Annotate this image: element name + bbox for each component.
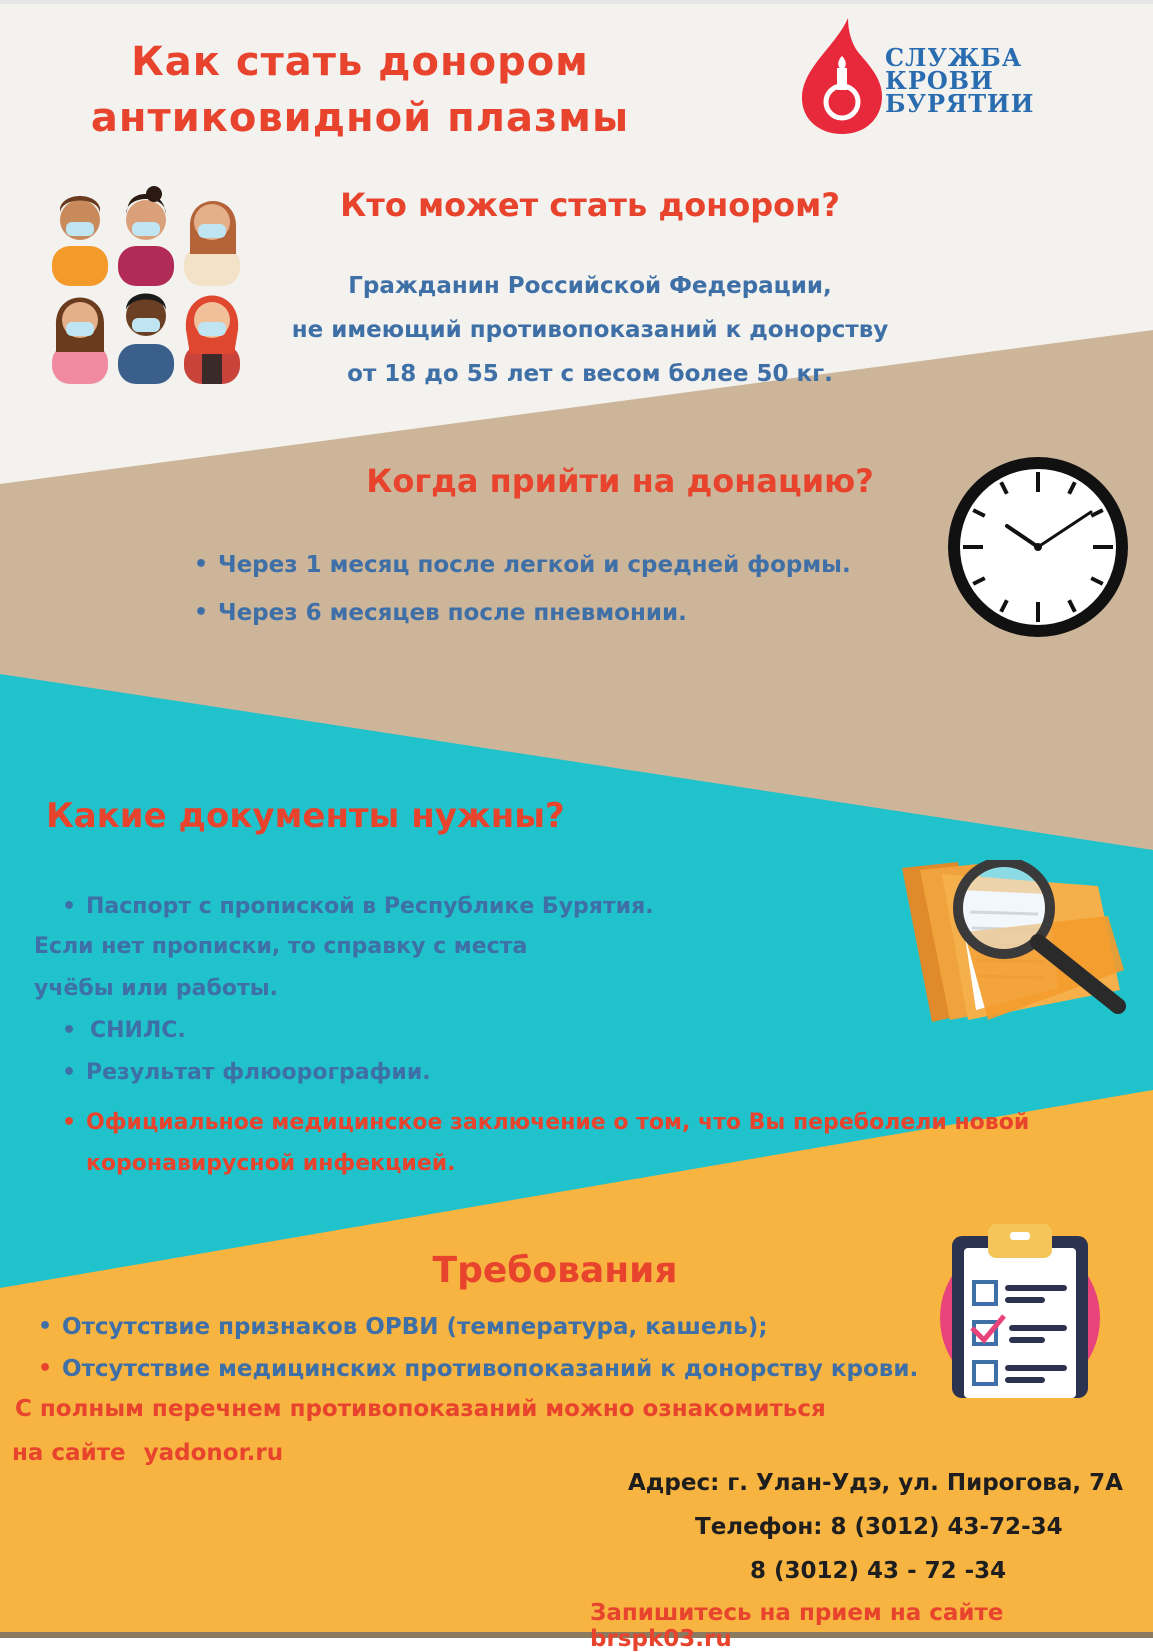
title-line-1: Как стать донором — [131, 39, 589, 85]
list-item: • Через 6 месяцев после пневмонии. — [192, 598, 892, 628]
requirements-info-line-1: С полным перечнем противопоказаний можно ознакомиться — [15, 1396, 826, 1422]
checklist-clipboard-icon — [930, 1218, 1110, 1398]
list-item: • СНИЛС. — [60, 1016, 960, 1046]
person-2-icon — [118, 186, 174, 286]
person-6-icon — [184, 296, 240, 385]
documents-list-3 — [60, 1102, 1060, 1184]
phone-2: 8 (3012) 43 - 72 -34 — [750, 1558, 1007, 1584]
blood-drop-logo-icon — [796, 16, 886, 136]
logo-line-2: КРОВИ — [885, 66, 994, 95]
page-title — [80, 34, 640, 146]
person-3-icon — [184, 201, 240, 286]
list-item: • Отсутствие признаков ОРВИ (температура, кашель); — [36, 1312, 936, 1342]
masked-people-icon — [44, 184, 254, 384]
documents-heading: Какие документы нужны? — [46, 796, 565, 836]
documents-list-2 — [60, 1016, 960, 1088]
who-description — [240, 264, 940, 396]
title-line-2: антиковидной плазмы — [90, 95, 630, 141]
list-item: • Паспорт с пропиской в Республике Бурятия. — [60, 892, 760, 922]
documents-item4-line-1: Официальное медицинское заключение о том, что Вы переболели новой — [86, 1110, 1030, 1135]
person-5-icon — [118, 294, 174, 385]
documents-note-line-1: Если нет прописки, то справку с места — [34, 934, 528, 959]
documents-note-line-2: учёбы или работы. — [34, 976, 278, 1001]
folders-magnifier-icon — [898, 860, 1138, 1030]
documents-item4-line-2: коронавирусной инфекцией. — [86, 1151, 456, 1176]
who-line-1: Гражданин Российской Федерации, — [348, 273, 832, 299]
yadonor-link[interactable]: yadonor.ru — [143, 1440, 284, 1466]
requirements-info-prefix: на сайте — [12, 1440, 126, 1466]
signup-link[interactable]: Запишитесь на прием на сайте brspk03.ru — [590, 1600, 1004, 1652]
requirements-heading: Требования — [432, 1250, 678, 1291]
documents-list-1 — [60, 892, 760, 922]
list-item: • Через 1 месяц после легкой и средней формы. — [192, 550, 892, 580]
requirements-list — [36, 1312, 936, 1384]
list-item: • Отсутствие медицинских противопоказаний к донорству крови. — [36, 1354, 936, 1384]
logo — [796, 16, 886, 136]
logo-line-3: БУРЯТИИ — [885, 89, 1035, 118]
who-line-2: не имеющий противопоказаний к донорству — [291, 317, 889, 343]
when-heading: Когда прийти на донацию? — [366, 462, 874, 500]
who-heading: Кто может стать донором? — [340, 186, 840, 224]
when-list — [192, 550, 892, 628]
who-line-3: от 18 до 55 лет с весом более 50 кг. — [347, 361, 833, 387]
phone-1: Телефон: 8 (3012) 43-72-34 — [695, 1514, 1063, 1540]
logo-line-1: СЛУЖБА — [885, 43, 1023, 72]
list-item: • Результат флюорографии. — [60, 1058, 960, 1088]
list-item — [60, 1102, 1060, 1184]
clock-icon — [945, 454, 1131, 640]
logo-text — [885, 43, 1035, 118]
address: Адрес: г. Улан-Удэ, ул. Пирогова, 7А — [628, 1470, 1123, 1496]
person-4-icon — [52, 298, 108, 385]
person-1-icon — [52, 196, 108, 286]
requirements-info-line-2 — [12, 1440, 283, 1466]
